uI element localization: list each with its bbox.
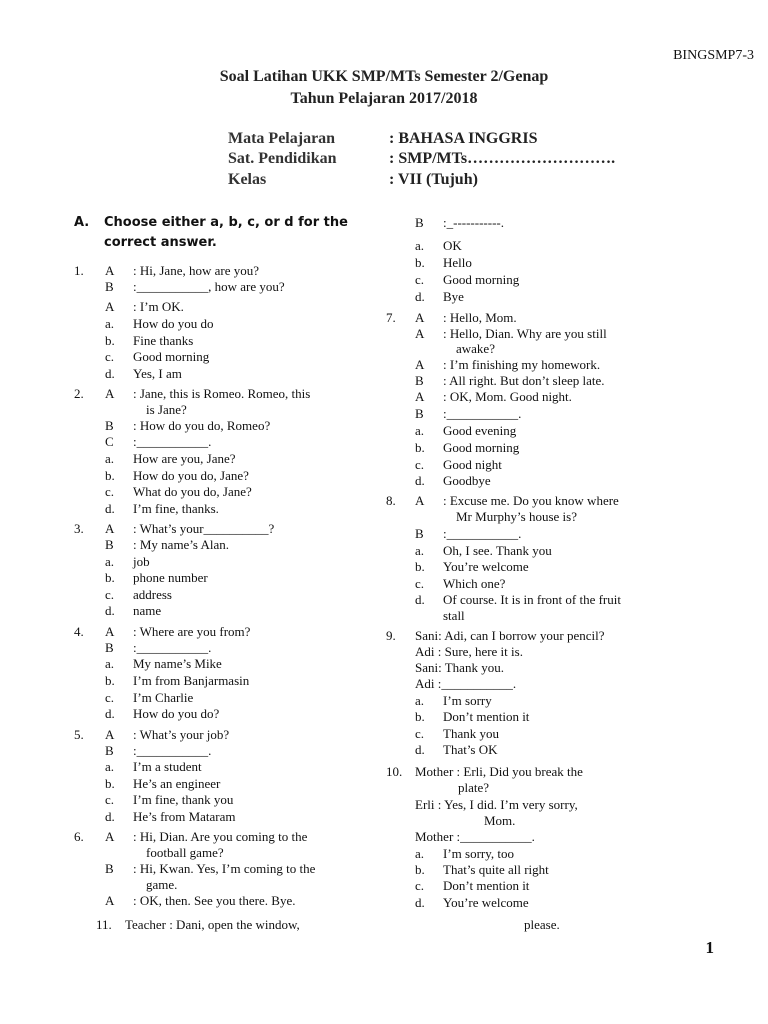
option-letter: c. [105,792,115,807]
dialogue-line: plate? [458,780,490,795]
question-number: 6. [74,829,84,844]
option-text: Hello [443,255,472,270]
option-text: What do you do, Jane? [133,484,252,499]
speaker-label: B [105,418,114,433]
option-letter: b. [415,559,425,574]
option-text: He’s an engineer [133,776,221,791]
option-letter: d. [105,366,115,381]
dialogue-text: :___________. [443,526,522,541]
speaker-label: A [105,299,115,314]
dialogue-text: : Hello, Dian. Why are you still [443,326,607,341]
option-letter: c. [415,457,425,472]
option-text: Good night [443,457,502,472]
speaker-label: C [105,434,114,449]
speaker-label: A [105,521,115,536]
speaker-label: B [105,861,114,876]
dialogue-line: Adi :___________. [415,676,517,691]
section-letter: A. [74,215,90,230]
page-number: 1 [705,938,714,957]
option-text: Good morning [443,272,520,287]
option-text: Fine thanks [133,333,194,348]
option-letter: d. [105,501,115,516]
option-letter: d. [415,742,425,757]
dialogue-text: : Where are you from? [133,624,251,639]
option-letter: b. [105,673,115,688]
dialogue-line: Mother :___________. [415,829,535,844]
option-text: How do you do? [133,706,220,721]
option-text: Don’t mention it [443,709,530,724]
option-text: Good morning [133,349,210,364]
dialogue-text: :___________, how are you? [133,279,285,294]
dialogue-line: Mom. [484,813,516,828]
option-letter: d. [105,603,115,618]
option-letter: d. [415,289,425,304]
option-letter: d. [415,592,425,607]
speaker-label: B [105,537,114,552]
dialogue-text: :___________. [443,406,522,421]
option-letter: b. [415,255,425,270]
dialogue-text: : OK, Mom. Good night. [443,389,572,404]
option-text: Good evening [443,423,517,438]
dialogue-line: Mother : Erli, Did you break the [415,764,583,779]
speaker-label: B [105,279,114,294]
dialogue-line: Adi : Sure, here it is. [415,644,523,659]
dialogue-line: Sani: Adi, can I borrow your pencil? [415,628,605,643]
speaker-label: A [105,624,115,639]
option-text: I’m from Banjarmasin [133,673,250,688]
speaker-label: A [105,829,115,844]
dialogue-text: : I’m OK. [133,299,184,314]
dialogue-text: : Excuse me. Do you know where [443,493,619,508]
option-letter: c. [105,690,115,705]
dialogue-text: : Hi, Kwan. Yes, I’m coming to the [133,861,316,876]
option-letter: d. [105,706,115,721]
speaker-label: A [105,263,115,278]
option-text: address [133,587,172,602]
option-text: That’s quite all right [443,862,549,877]
title-line-1: Soal Latihan UKK SMP/MTs Semester 2/Genap [219,68,549,85]
dialogue-text: :___________. [133,640,212,655]
option-text: job [133,554,150,569]
option-letter: a. [105,656,115,671]
option-text: I’m fine, thank you [133,792,234,807]
option-text: Thank you [443,726,499,741]
option-text: You’re welcome [443,895,529,910]
option-text: How do you do [133,316,214,331]
option-text: My name’s Mike [133,656,222,671]
dialogue-text: stall [443,608,465,623]
option-text: I’m sorry, too [443,846,515,861]
speaker-label: B [415,215,424,230]
dialogue-text: is Jane? [146,402,187,417]
option-letter: a. [415,238,425,253]
option-letter: a. [105,316,115,331]
question-number: 10. [386,764,403,779]
option-text: I’m Charlie [133,690,194,705]
speaker-label: A [415,326,425,341]
option-letter: a. [105,554,115,569]
option-letter: c. [415,726,425,741]
option-text: name [133,603,162,618]
speaker-label: B [105,640,114,655]
question-number: 9. [386,628,396,643]
dialogue-line: Erli : Yes, I did. I’m very sorry, [415,797,578,812]
option-letter: a. [415,543,425,558]
option-letter: a. [105,451,115,466]
option-text: Oh, I see. Thank you [443,543,552,558]
dialogue-text: : My name’s Alan. [133,537,230,552]
option-text: Good morning [443,440,520,455]
option-letter: c. [105,587,115,602]
meta-key-subject: Mata Pelajaran [228,130,336,147]
dialogue-text: Mr Murphy’s house is? [456,509,577,524]
dialogue-text: : Jane, this is Romeo. Romeo, this [133,386,311,401]
speaker-label: A [415,493,425,508]
dialogue-text: : What’s your job? [133,727,230,742]
option-letter: c. [415,272,425,287]
option-text: Yes, I am [133,366,182,381]
option-letter: a. [415,846,425,861]
question-text-tail: please. [524,917,560,932]
option-letter: b. [105,776,115,791]
option-letter: c. [105,484,115,499]
option-text: Which one? [443,576,506,591]
dialogue-text: awake? [456,341,495,356]
dialogue-text: : Hi, Jane, how are you? [133,263,259,278]
title-line-2: Tahun Pelajaran 2017/2018 [290,90,478,107]
question-number: 2. [74,386,84,401]
option-text: Don’t mention it [443,878,530,893]
option-text: Goodbye [443,473,491,488]
dialogue-text: : Hello, Mom. [443,310,517,325]
speaker-label: A [415,389,425,404]
option-letter: a. [105,759,115,774]
dialogue-text: :_-----------. [443,215,504,230]
option-letter: d. [415,895,425,910]
question-number: 7. [386,310,396,325]
option-text: Bye [443,289,464,304]
dialogue-text: : Hi, Dian. Are you coming to the [133,829,308,844]
dialogue-text: game. [146,877,178,892]
option-text: phone number [133,570,208,585]
document-code: BINGSMP7-3 [673,48,754,63]
question-number: 4. [74,624,84,639]
option-text: I’m fine, thanks. [133,501,219,516]
speaker-label: A [415,310,425,325]
meta-value-class: : VII (Tujuh) [389,171,478,188]
option-text: I’m a student [133,759,202,774]
option-text: I’m sorry [443,693,492,708]
speaker-label: B [415,406,424,421]
option-text: How are you, Jane? [133,451,236,466]
option-letter: a. [415,693,425,708]
question-number: 5. [74,727,84,742]
speaker-label: A [105,893,115,908]
meta-key-school: Sat. Pendidikan [228,150,337,167]
question-number: 3. [74,521,84,536]
option-letter: d. [105,809,115,824]
speaker-label: A [105,727,115,742]
question-number: 8. [386,493,396,508]
option-text: OK [443,238,462,253]
option-letter: b. [415,709,425,724]
meta-value-school: : SMP/MTs………………………. [389,150,616,167]
speaker-label: B [415,373,424,388]
option-letter: b. [415,862,425,877]
dialogue-text: football game? [146,845,224,860]
section-instruction: Choose either a, b, c, or d for the correct answer. [104,215,348,250]
meta-value-subject: : BAHASA INGGRIS [389,130,538,147]
option-letter: b. [105,468,115,483]
option-letter: b. [105,333,115,348]
option-text: He’s from Mataram [133,809,236,824]
question-number: 1. [74,263,84,278]
dialogue-text: : OK, then. See you there. Bye. [133,893,296,908]
dialogue-text: : All right. But don’t sleep late. [443,373,605,388]
option-text: How do you do, Jane? [133,468,249,483]
dialogue-text: : How do you do, Romeo? [133,418,271,433]
speaker-label: A [415,357,425,372]
speaker-label: A [105,386,115,401]
section-heading [74,213,348,253]
speaker-label: B [105,743,114,758]
option-text: You’re welcome [443,559,529,574]
dialogue-text: : I’m finishing my homework. [443,357,601,372]
option-letter: d. [415,473,425,488]
option-letter: a. [415,423,425,438]
dialogue-text: :___________. [133,743,212,758]
question-number: 11. [96,917,112,932]
option-letter: b. [105,570,115,585]
option-letter: c. [105,349,115,364]
meta-key-class: Kelas [228,171,267,188]
dialogue-text: :___________. [133,434,212,449]
option-letter: c. [415,576,425,591]
question-text: Teacher : Dani, open the window, [125,917,300,932]
option-letter: c. [415,878,425,893]
option-letter: b. [415,440,425,455]
speaker-label: B [415,526,424,541]
option-text: That’s OK [443,742,498,757]
dialogue-text: : What’s your__________? [133,521,275,536]
option-text: Of course. It is in front of the fruit [443,592,621,607]
dialogue-line: Sani: Thank you. [415,660,504,675]
